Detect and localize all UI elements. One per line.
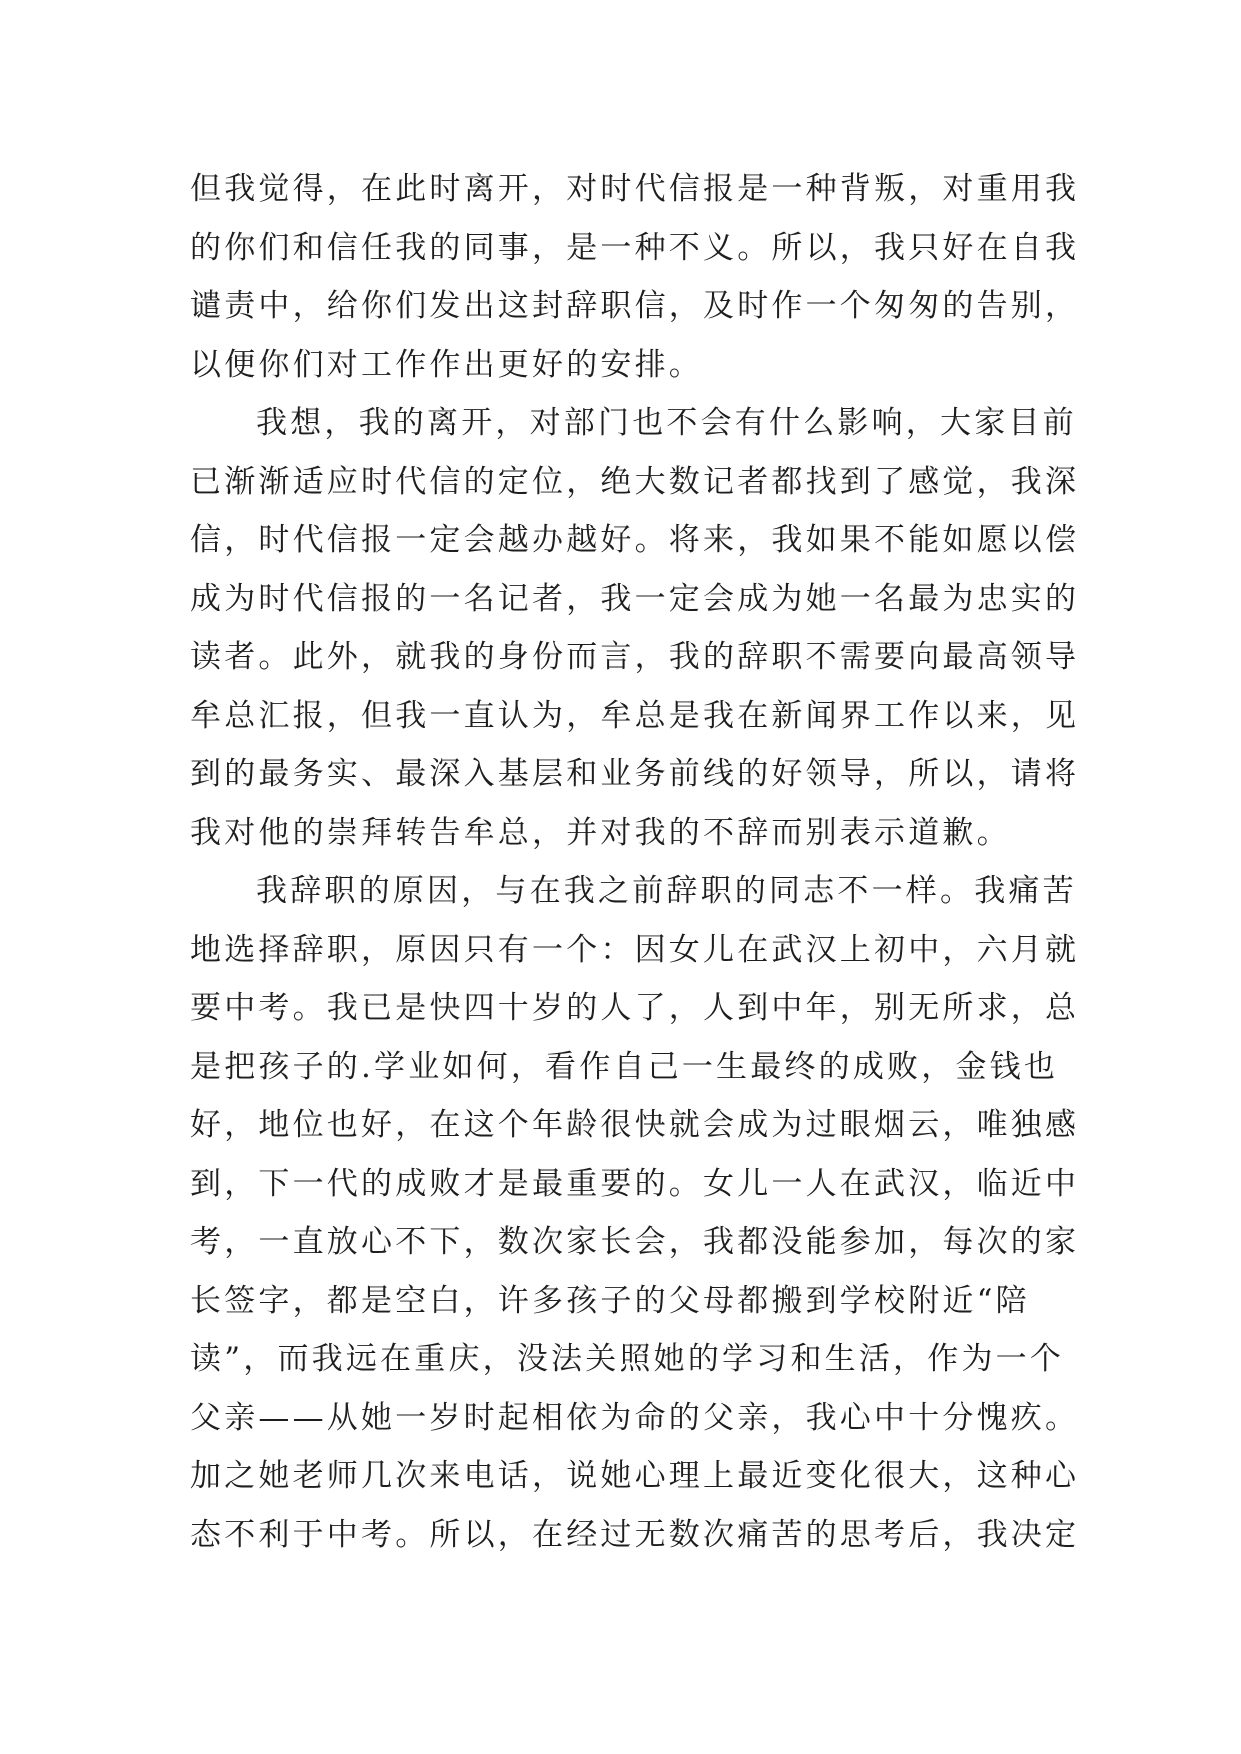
text-line: 信，时代信报一定会越办越好。将来，我如果不能如愿以偿 xyxy=(190,522,1080,558)
text-line: 长签字，都是空白，许多孩子的父母都搬到学校附近“陪 xyxy=(190,1282,1030,1319)
text-line: 加之她老师几次来电话，说她心理上最近变化很大，这种心 xyxy=(190,1458,1080,1494)
text-line: 以便你们对工作作出更好的安排。 xyxy=(190,346,703,383)
text-line: 要中考。我已是快四十岁的人了，人到中年，别无所求，总 xyxy=(190,990,1080,1026)
text-line: 是把孩子的.学业如何，看作自己一生最终的成败，金钱也 xyxy=(190,1048,1059,1085)
text-line: 地选择辞职，原因只有一个：因女儿在武汉上初中，六月就 xyxy=(190,931,1080,968)
text-line: 牟总汇报，但我一直认为，牟总是我在新闻界工作以来，见 xyxy=(190,697,1080,734)
text-line: 成为时代信报的一名记者，我一定会成为她一名最为忠实的 xyxy=(190,580,1080,617)
text-line: 父亲——从她一岁时起相依为命的父亲，我心中十分愧疚。 xyxy=(190,1399,1080,1436)
paragraph-start-line: 我想，我的离开，对部门也不会有什么影响，大家目前 xyxy=(256,405,1077,441)
text-line: 的你们和信任我的同事，是一种不义。所以，我只好在自我 xyxy=(190,229,1080,266)
text-line: 到，下一代的成败才是最重要的。女儿一人在武汉，临近中 xyxy=(190,1165,1080,1202)
letter-body xyxy=(190,160,1080,1564)
text-line: 读者。此外，就我的身份而言，我的辞职不需要向最高领导 xyxy=(190,639,1080,675)
text-line: 好，地位也好，在这个年龄很快就会成为过眼烟云，唯独感 xyxy=(190,1107,1080,1143)
text-line: 考，一直放心不下，数次家长会，我都没能参加，每次的家 xyxy=(190,1224,1080,1260)
text-line: 但我觉得，在此时离开，对时代信报是一种背叛，对重用我 xyxy=(190,171,1080,207)
text-line: 我对他的崇拜转告牟总，并对我的不辞而别表示道歉。 xyxy=(190,814,1011,851)
text-line: 已渐渐适应时代信的定位，绝大数记者都找到了感觉，我深 xyxy=(190,463,1080,500)
text-line: 到的最务实、最深入基层和业务前线的好领导，所以，请将 xyxy=(190,756,1080,792)
text-line: 谴责中，给你们发出这封辞职信，及时作一个匆匆的告别， xyxy=(190,288,1080,324)
paragraph-start-line: 我辞职的原因，与在我之前辞职的同志不一样。我痛苦 xyxy=(256,873,1077,909)
text-line: 读”，而我远在重庆，没法关照她的学习和生活，作为一个 xyxy=(190,1341,1065,1377)
text-line: 态不利于中考。所以，在经过无数次痛苦的思考后，我决定 xyxy=(190,1516,1080,1553)
